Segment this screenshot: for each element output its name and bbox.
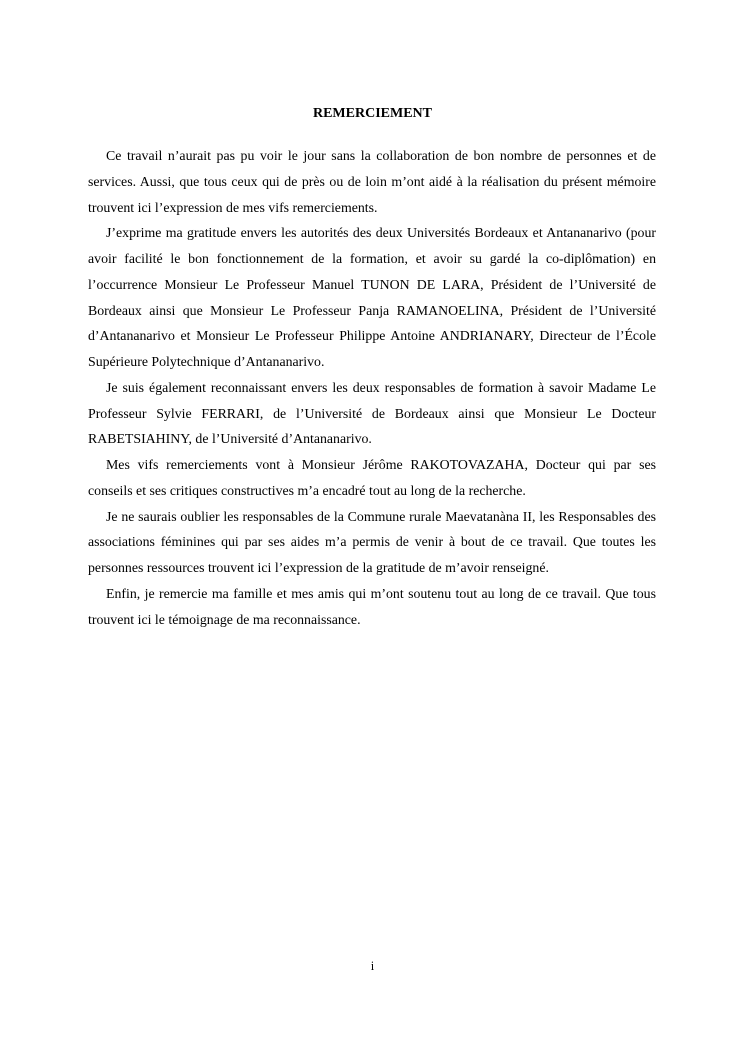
paragraph-training-managers: Je suis également reconnaissant envers les deux responsables de formation à savoir Madame Le Professeur Sylvie FERRARI, de l’Université de Bordeaux ainsi que Monsieur Le Docteur RABETSIAHINY, de l’Université d’Antananarivo. xyxy=(88,379,656,447)
paragraph-supervisor: Mes vifs remerciements vont à Monsieur Jérôme RAKOTOVAZAHA, Docteur qui par ses conseils et ses critiques constructives m’a encadré tout au long de la recherche. xyxy=(88,457,656,498)
page-title: REMERCIEMENT xyxy=(312,106,432,121)
body-text xyxy=(88,143,656,632)
paragraph-intro: Ce travail n’aurait pas pu voir le jour sans la collaboration de bon nombre de personnes et de services. Aussi, que tous ceux qui de près ou de loin m’ont aidé à la réalisation du présent mémoire trouvent ici l’expression de mes vifs remerciements. xyxy=(88,148,656,215)
paragraph-family-friends: Enfin, je remercie ma famille et mes amis qui m’ont soutenu tout au long de ce travail. Que tous trouvent ici le témoignage de ma reconnaissance. xyxy=(88,585,656,627)
paragraph-commune-associations: Je ne saurais oublier les responsables de la Commune rurale Maevatanàna II, les Responsables des associations féminines qui par ses aides m’a permis de venir à bout de ce travail. Que toutes les personnes ressources trouvent ici l’expression de la gratitude de m’avoir renseigné. xyxy=(88,508,656,575)
page-number: i xyxy=(370,959,375,973)
paragraph-university-authorities: J’exprime ma gratitude envers les autorités des deux Universités Bordeaux et Antananarivo (pour avoir facilité le bon fonctionnement de la formation, et avoir su gardé la co-diplômation) en l’occurrence Monsieur Le Professeur Manuel TUNON DE LARA, Président de l’Université de Bordeaux ainsi que Monsieur Le Professeur Panja RAMANOELINA, Président de l’Université d’Antananarivo et Monsieur Le Professeur Philippe Antoine ANDRIANARY, Directeur de l’École Supérieure Polytechnique d’Antananarivo. xyxy=(88,225,656,369)
